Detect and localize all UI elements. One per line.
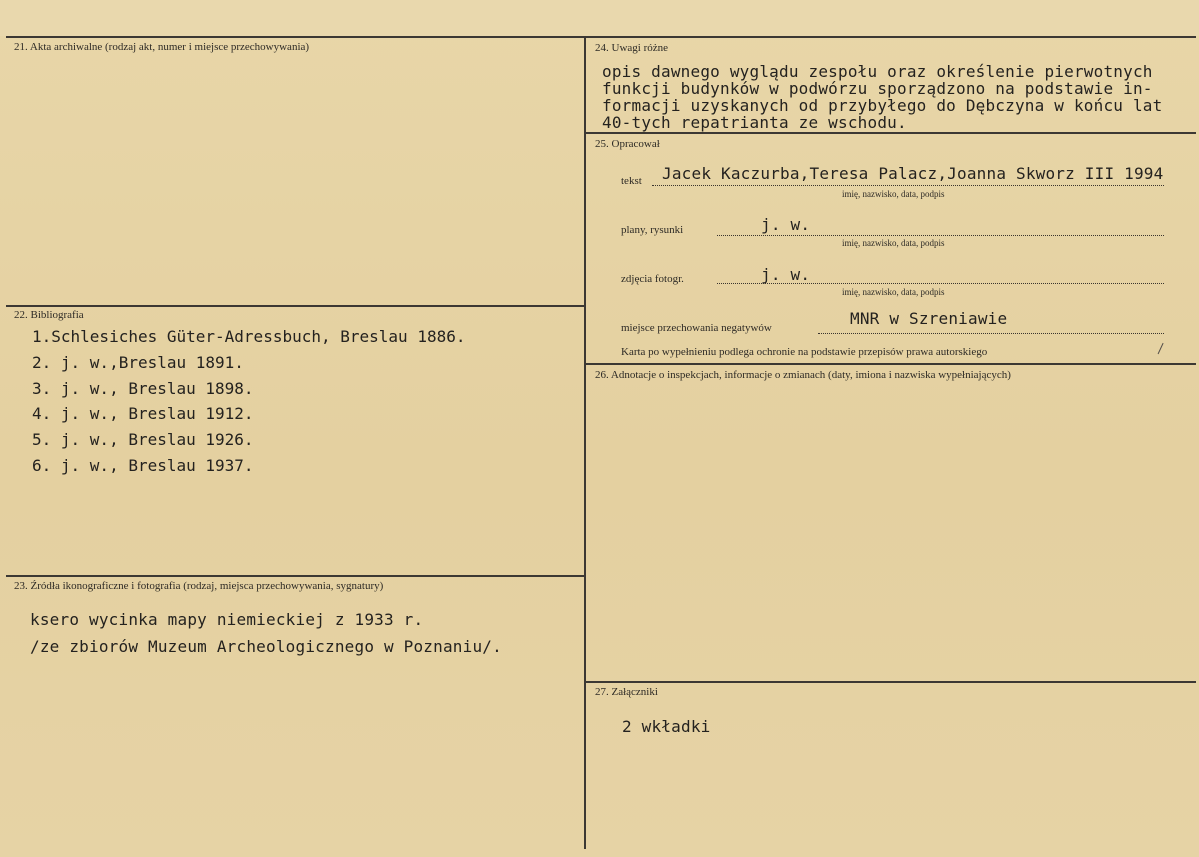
bibliography-item: 6. j. w., Breslau 1937. [32,455,254,475]
tekst-label: tekst [621,175,642,187]
negatywy-value: MNR w Szreniawie [850,309,1008,328]
sources-line-2: /ze zbiorów Muzeum Archeologicznego w Poznaniu/. [30,637,502,656]
plany-dotted-line [717,235,1164,236]
section-25-label: 25. Opracował [595,138,660,150]
remarks-line-1: opis dawnego wyglądu zespołu oraz określenie pierwotnych [602,62,1153,81]
pencil-mark [1158,343,1166,355]
section-22-label: 22. Bibliografia [14,309,84,321]
plany-label: plany, rysunki [621,224,684,236]
divider-24-25 [586,132,1196,134]
zdjecia-label: zdjęcia fotogr. [621,273,684,285]
negatywy-dotted-line [818,333,1164,334]
negatywy-label: miejsce przechowania negatywów [621,322,772,334]
divider-21-22 [6,305,584,307]
section-23-label: 23. Źródła ikonograficzne i fotografia (rodzaj, miejsca przechowywania, sygnatury) [14,580,384,592]
remarks-line-2: funkcji budynków w podwórzu sporządzono na podstawie in- [602,79,1153,98]
bibliography-item: 2. j. w.,Breslau 1891. [32,352,244,372]
center-divider [584,37,586,849]
remarks-line-3: formacji uzyskanych od przybyłego do Dębczyna w końcu lat [602,96,1163,115]
section-24-label: 24. Uwagi różne [595,42,669,54]
bibliography-item: 5. j. w., Breslau 1926. [32,430,254,450]
tekst-caption: imię, nazwisko, data, podpis [842,189,945,199]
divider-25-26 [586,363,1196,365]
section-26-label: 26. Adnotacje o inspekcjach, informacje o zmianach (daty, imiona i nazwiska wypełniających) [595,369,1011,381]
bibliography-item: 1.Schlesiches Güter-Adressbuch, Breslau 1886. [32,327,466,346]
tekst-value: Jacek Kaczurba,Teresa Palacz,Joanna Skworz III 1994 [662,164,1164,183]
bibliography-item: 4. j. w., Breslau 1912. [32,404,254,424]
bibliography-item: 3. j. w., Breslau 1898. [32,378,254,398]
divider-26-27 [586,681,1196,683]
section-27-label: 27. Załączniki [595,686,658,698]
section-21-label: 21. Akta archiwalne (rodzaj akt, numer i miejsce przechowywania) [14,41,310,53]
plany-caption: imię, nazwisko, data, podpis [842,238,945,248]
plany-value: j. w. [761,215,811,234]
zdjecia-caption: imię, nazwisko, data, podpis [842,287,945,297]
sources-line-1: ksero wycinka mapy niemieckiej z 1933 r. [30,610,424,629]
card-top-margin [0,0,1199,36]
top-rule [6,36,1196,38]
divider-22-23 [6,575,584,577]
copyright-note: Karta po wypełnieniu podlega ochronie na podstawie przepisów prawa autorskiego [621,346,988,358]
zdjecia-value: j. w. [761,265,811,284]
bibliography-list [32,324,465,479]
attachments-value: 2 wkładki [622,717,711,736]
tekst-dotted-line [652,185,1164,186]
remarks-line-4: 40-tych repatrianta ze wschodu. [602,113,907,132]
